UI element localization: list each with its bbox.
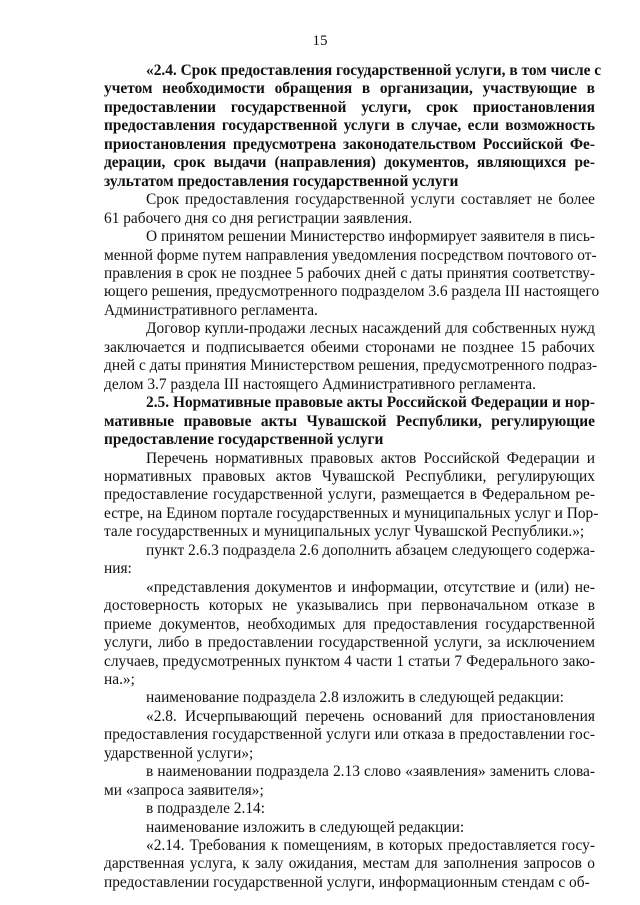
text-line: «2.4. Срок предоставления государственной услуги, в том числе с (146, 62, 602, 79)
text-line: нормативных правовых актов Чувашской Республики, регулирующих (104, 467, 595, 485)
page-number: 15 (312, 33, 328, 49)
text-line: предоставлении государственной услуги, информационным стендам с об- (104, 873, 590, 891)
subsection-2-14-paragraph (104, 800, 595, 818)
subsection-2-13-paragraph (104, 763, 595, 800)
text-line: наименование подраздела 2.8 изложить в следующей редакции: (146, 689, 564, 707)
text-line: «2.14. Требования к помещениям, в которых предоставляется госу- (146, 837, 595, 855)
text-line: О принятом решении Министерство информирует заявителя в пись- (146, 228, 595, 246)
text-line: естре, на Едином портале государственных и муниципальных услуг и Пор- (104, 504, 599, 522)
text-line: ния: (104, 560, 132, 578)
text-line: ударственной услуги»; (104, 744, 254, 762)
text-line: дарственная услуга, к залу ожидания, местам для заполнения запросов о (104, 855, 595, 873)
text-line: приеме документов, необходимых для предоставления государственной (104, 615, 595, 633)
text-line: 61 рабочего дня со дня регистрации заявления. (104, 209, 413, 227)
text-line: «2.8. Исчерпывающий перечень оснований для приостановления (146, 707, 595, 725)
acts-list-paragraph (104, 449, 599, 542)
subsection-2-14-text-paragraph (104, 837, 595, 892)
text-line: предоставление государственной услуги, размещается в Федеральном ре- (104, 486, 595, 504)
text-line: предоставления государственной услуги в случае, если возможность (104, 117, 595, 135)
text-line: предоставление государственной услуги (104, 431, 384, 449)
text-line: наименование изложить в следующей редакции: (146, 818, 465, 836)
subsection-2-8-text-paragraph (104, 708, 595, 763)
text-line: менной форме путем направления уведомления посредством почтового от- (104, 246, 597, 264)
subsection-2-8-name-paragraph (104, 689, 595, 707)
text-line: зультатом предоставления государственной услуги (104, 172, 459, 190)
text-line: достоверность которых не указывались при первоначальном отказе в (104, 597, 595, 615)
text-line: на.»; (104, 670, 135, 688)
section-2-4-heading (104, 62, 602, 191)
text-line: Срок предоставления государственной услуги составляет не более (146, 191, 595, 209)
text-line: делом 3.7 раздела III настоящего Административного регламента. (104, 375, 536, 393)
text-line: заключается и подписывается обеими сторонами не позднее 15 рабочих (104, 338, 595, 356)
text-line: пункт 2.6.3 подраздела 2.6 дополнить абзацем следующего содержа- (146, 541, 595, 559)
term-paragraph (104, 191, 595, 228)
text-line: приостановления предусмотрена законодательством Российской Фе- (104, 135, 595, 153)
text-line: мативные правовые акты Чувашской Республики, регулирующие (104, 412, 595, 430)
text-line: Перечень нормативных правовых актов Российской Федерации и (146, 449, 595, 467)
text-line: Административного регламента. (104, 301, 318, 319)
quoted-addition-paragraph (104, 579, 595, 690)
section-2-5-heading (104, 394, 595, 449)
text-line: услуги, либо в предоставлении государственной услуги, за исключением (104, 634, 595, 652)
text-line: учетом необходимости обращения в организации, участвующие в (104, 80, 595, 98)
contract-paragraph (104, 320, 598, 394)
item-2-6-3-paragraph (104, 542, 595, 579)
text-line: тале государственных и муниципальных услуг Чувашской Республики.»; (104, 523, 585, 541)
text-line: предоставлении государственной услуги, срок приостановления (104, 98, 595, 116)
text-line: предоставления государственной услуги или отказа в предоставлении гос- (104, 726, 595, 744)
text-line: Договор купли-продажи лесных насаждений для собственных нужд (146, 320, 595, 338)
text-line: правления в срок не позднее 5 рабочих дней с даты принятия соответству- (104, 264, 595, 282)
text-line: в подразделе 2.14: (146, 800, 265, 818)
text-line: в наименовании подраздела 2.13 слово «заявления» заменить слова- (146, 763, 595, 781)
text-line: 2.5. Нормативные правовые акты Российской Федерации и нор- (146, 394, 595, 412)
text-line: дней с даты принятия Министерством решения, предусмотренного подраз- (104, 357, 598, 375)
text-line: ми «запроса заявителя»; (104, 781, 264, 799)
text-line: случаев, предусмотренных пунктом 4 части 1 статьи 7 Федерального зако- (104, 652, 595, 670)
ministry-decision-paragraph (104, 228, 600, 320)
text-line: дерации, срок выдачи (направления) документов, являющихся ре- (104, 154, 595, 172)
name-redaction-paragraph (104, 819, 595, 837)
text-line: «представления документов и информации, отсутствие и (или) не- (146, 578, 595, 596)
document-body (104, 62, 602, 892)
text-line: ющего решения, предусмотренного подразделом 3.6 раздела III настоящего (104, 283, 600, 301)
